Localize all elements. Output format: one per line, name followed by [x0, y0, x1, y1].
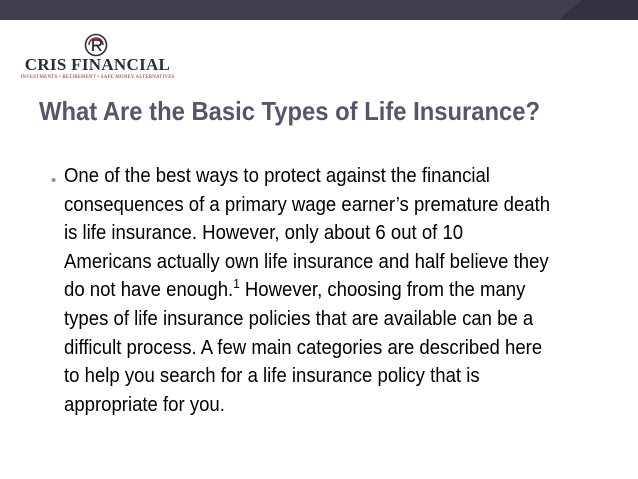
body-line-text: do not have enough.: [64, 278, 234, 302]
body-line: types of life insurance policies that are available can be a: [64, 306, 534, 330]
bullet-icon: •: [51, 172, 57, 189]
body-line: difficult process. A few main categories are described here: [64, 335, 543, 359]
body-line: to help you search for a life insurance policy that is: [64, 364, 480, 388]
logo-company-name: CRIS FINANCIAL: [24, 55, 171, 74]
company-logo: [15, 33, 180, 83]
body-line: One of the best ways to protect against the financial: [64, 164, 490, 187]
top-bar: [0, 0, 638, 20]
logo-monogram-icon: [83, 33, 109, 57]
top-bar-tab: [558, 0, 638, 20]
slide-title: What Are the Basic Types of Life Insurance?: [39, 96, 541, 126]
logo-tagline: INVESTMENTS • RETIREMENT • SAFE MONEY ALTERNATIVES: [20, 75, 175, 80]
body-line: appropriate for you.: [64, 392, 225, 416]
body-line-text: However, choosing from the many: [239, 278, 526, 302]
slide-body-text: [64, 162, 600, 419]
body-line: Americans actually own life insurance and half believe they: [64, 249, 549, 273]
body-line: [64, 276, 600, 305]
footnote-marker: 1: [233, 276, 240, 292]
body-line: is life insurance. However, only about 6 out of 10: [64, 221, 464, 245]
body-line: consequences of a primary wage earner’s premature death: [64, 192, 551, 216]
